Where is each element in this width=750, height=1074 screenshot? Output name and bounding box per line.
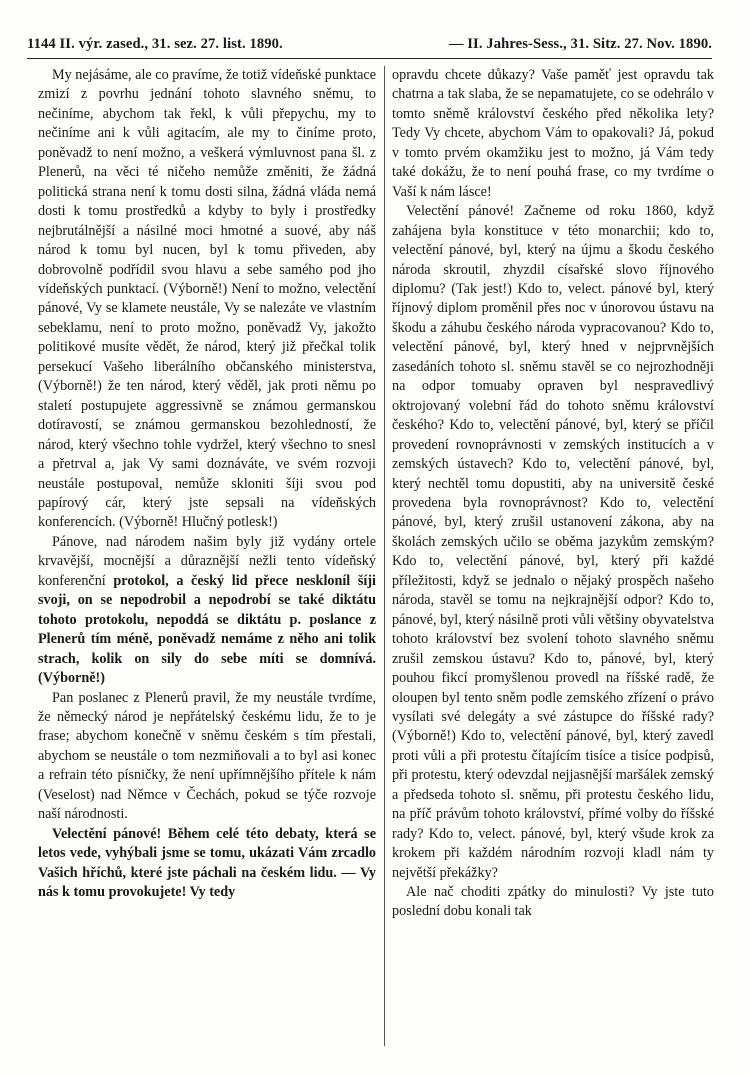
left-paragraph-1: My nejásáme, ale co pravíme, že totiž vídeňské punktace zmizí z povrhu jednání tohoto slavného sněmu, to nečiníme, abychom tak řekl, k vůli přepychu, my to nečiníme ani k vůli agitacím, ale my to činíme proto, poněvadž to není možno, a veškerá výmluvnost pana šl. z Plenerů, na věci té ničeho nemůže změniti, že žádná politická strana není k tomu dosti silna, žádná vláda nemá dosti k tomu prostředků a kdyby to byly i prostředky nejbrutálnější a násilné moci hmotné a suové, aby náš národ k tomu byl nucen, byl k tomu přiveden, aby dobrovolně podřídil svou hlavu a sebe samého pod jho vídeňských punktací. (Výborně!) Není to možno, velectění pánové, Vy se klamete neustále, Vy se nalezáte ve vlastním sebeklamu, není to proto možno, poněvadž Vy, jakožto politikové musíte vědět, že národ, který již přečkal tolik persekucí Vašeho liberálního občanského ministerstva, (Výborně!) že ten národ, který věděl, jak proti němu po staletí postupujete aggressivně se známou germanskou dotíravostí, se známou germanskou bezohledností, že národ, který všechno tohle vydržel, který všechno to snesl a přetrval a, jak Vy sami doznáváte, ve svém rozvoji neustále postupoval, nemůže skloniti šíji svou pod papírový cár, který jste sepsali na vídeňských konferencích. (Výborně! Hlučný potlesk!) [38, 67, 376, 531]
column-divider [384, 66, 385, 1046]
header-rule [27, 58, 712, 59]
right-paragraph-3: Ale nač choditi zpátky do minulosti? Vy jste tuto poslední dobu konali tak [392, 884, 714, 920]
right-paragraph-2: Velectění pánové! Začneme od roku 1860, když zahájena byla konstituce v této monarchii; kdo to, velectění pánové, byl, který na újmu a škodu českého národa skroutil, zhyzdil císařské slovo říjnového diplomu? (Tak jest!) Kdo to, velect. pánové byl, který říjnový diplom proměnil přes noc v únorovou ústavu na škodu a záhubu českého národa vypracovanou? Kdo to, velectění pánové, byl, který hned v nejprvnějších zasedáních tohoto sl. sněmu stavěl se co nejrozhodněji na odpor tomuaby opraven byl nespravedlivý oktrojovaný volební řád do tohoto sněmu království českého? Kdo to, velectění pánové, byl, který se příčil provedení rovnoprávnosti v zemských institucích a v zemských ústavech? Kdo to, velectění pánové, byl, který nechtěl tomu dopustiti, aby na universitě české provedena byla rovnoprávnost? Kdo to, velectění pánové, byl, který zrušil ustanovení zákona, aby na školách zemských učilo se oběma jazykům zemským? Kdo to, velectění pánové, byl, který při každé příležitosti, když se jednalo o nějaký prospěch našeho národa, stavěl se tomu na nejkrajnější odpor? Kdo to, pánové, byl, který násilně proti vůli většiny obyvatelstva tohoto království bez svolení tohoto slavného sněmu zrušil zemskou ústavu? Kdo to, pánové, byl, který pouhou fikcí promyšlenou provedl na říšské radě, že oloupen byl tento sněm podle zemského zřízení o právo vysílati své delegáty a své zástupce do říšské rady? (Výborně!) Kdo to, velectění pánové, byl, který zavedl proti vůli a při protestu čítajícím tisíce a tisíce podpisů, při protestu, který odevzdal nejjasnější maršálek zemský a předseda tohoto sl. sněmu, při protestu českého lidu, na příč právům tohoto království, přímé volby do říšské rady? Kdo to, velect. pánové, byl, který všude krok za krokem při každém národním rozvoji kladl nám ty největší překážky? [392, 203, 714, 881]
left-paragraph-2-bold: protokol, a český lid přece neskloníl šíji svoji, on se nepodrobil a nepodrobí se také diktátu tohoto protokolu, nepoddá se diktátu p. poslance z Plenerů tím méně, poněvadž nemáme z něho ani tolik strach, kolik on sily do sebe míti se domnívá. (Výborně!) [38, 572, 376, 687]
header-left: 1144 II. výr. zased., 31. sez. 27. list. 1890. [27, 36, 283, 52]
running-header [27, 36, 712, 53]
left-paragraph-2 [38, 533, 376, 689]
left-paragraph-4: Velectění pánové! Během celé této debaty, která se letos vede, vyhýbali jsme se tomu, ukázati Vám zrcadlo Vašich hříchů, které jste páchali na českém lidu. — Vy nás k tomu provokujete! Vy tedy [38, 825, 376, 901]
header-right: — II. Jahres-Sess., 31. Sitz. 27. Nov. 1890. [448, 36, 712, 52]
left-paragraph-2-text: Pánove, nad národem našim byly již vydány ortele krvavější, mocnější a důraznější nežli tento vídeňský konferenční [38, 533, 376, 589]
left-column [38, 66, 376, 902]
right-column [392, 66, 714, 922]
left-paragraph-3: Pan poslanec z Plenerů pravil, že my neustále tvrdíme, že německý národ je nepřátelský českému lidu, že to je frase; abychom konečně v sněmu českém s tím přestali, abychom se neustále o tom nezmiňovali a to byl asi konec a refrain této písničky, že není upřímnějšího přítele k nám (Veselost) nad Němce v Čechách, pokud se týče rozvoje naší národnosti. [38, 689, 376, 823]
right-paragraph-1: opravdu chcete důkazy? Vaše paměť jest opravdu tak chatrna a tak slaba, že se nepamatujete, co se odehrálo v tomto sněmě království českého před několika lety? Tedy Vy chcete, abychom Vám to opakovali? Já, pokud v tomto prvém okamžiku jest to možno, já Vám tedy také dokážu, že to není pouhá frase, co my tvrdíme o Vaší k nám lásce! [392, 67, 714, 200]
